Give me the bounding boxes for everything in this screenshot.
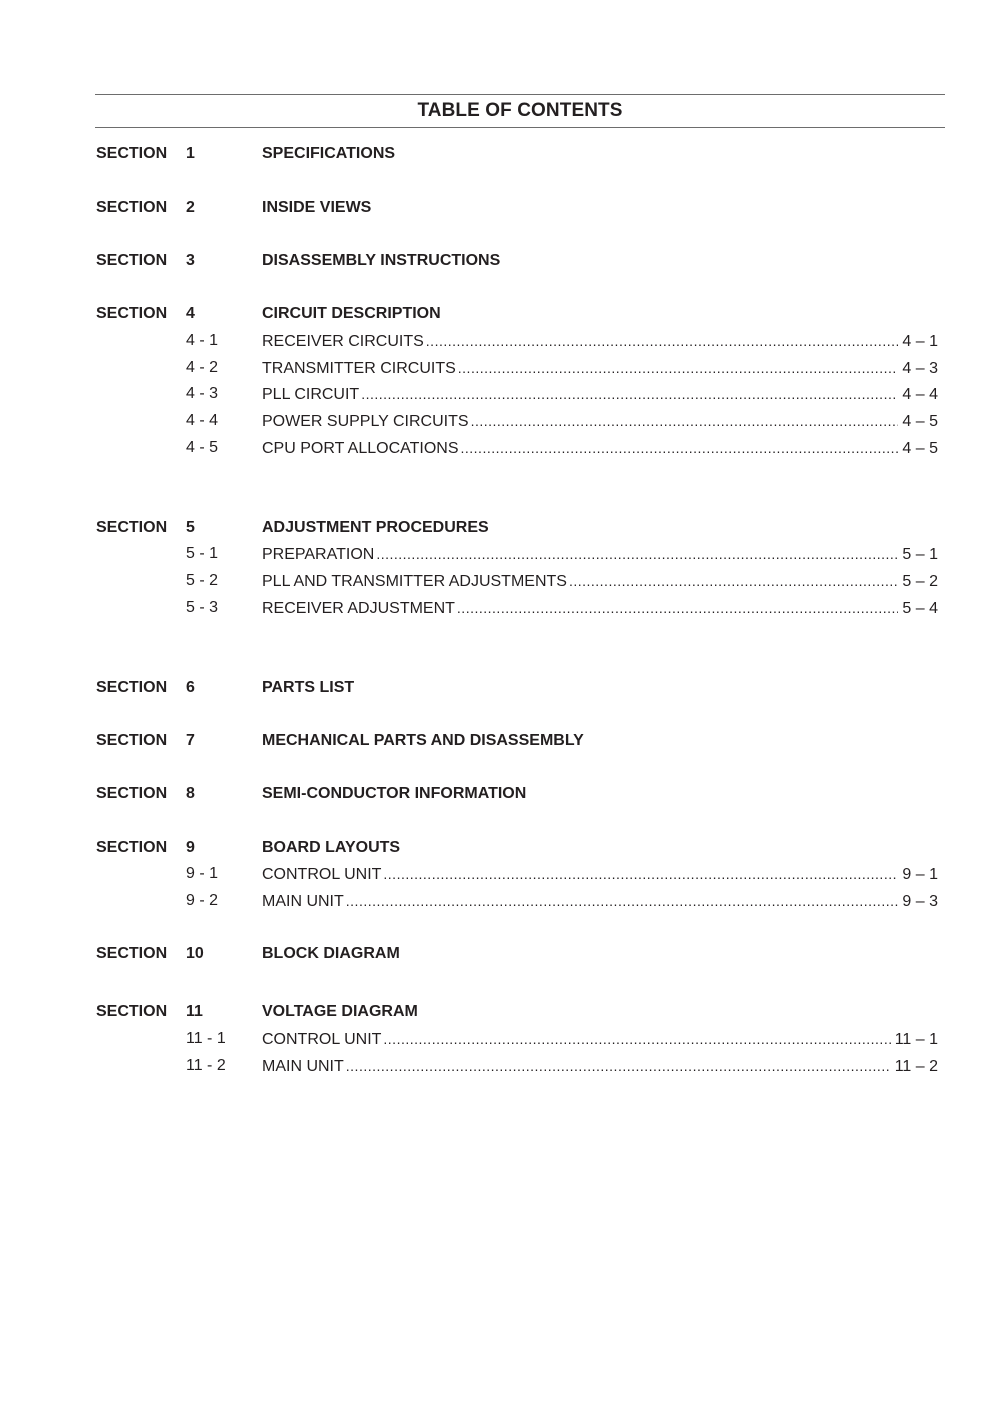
entry-title: MAIN UNIT	[262, 1058, 344, 1075]
leader-dots	[457, 597, 898, 619]
entry-line	[262, 330, 938, 353]
entry-line	[262, 890, 938, 913]
entry-line	[262, 597, 938, 620]
entry-number: 5 - 3	[186, 599, 219, 616]
entry-page: 5 – 4	[902, 600, 938, 617]
toc-entry[interactable]	[0, 1028, 992, 1050]
toc-entry[interactable]	[0, 330, 992, 352]
section-label: SECTION	[96, 145, 168, 162]
entry-line	[262, 1055, 938, 1078]
entry-line	[262, 863, 938, 886]
section-title[interactable]: BOARD LAYOUTS	[262, 839, 401, 856]
toc-entry[interactable]	[0, 597, 992, 619]
entry-title: PREPARATION	[262, 546, 375, 563]
section-row	[0, 303, 992, 325]
section-number: 3	[186, 252, 195, 269]
entry-page: 4 – 3	[902, 360, 938, 377]
toc-entry[interactable]	[0, 1055, 992, 1077]
section-row	[0, 783, 992, 805]
entry-number: 9 - 2	[186, 892, 219, 909]
toc-entry[interactable]	[0, 437, 992, 459]
entry-page: 11 – 1	[894, 1031, 938, 1048]
section-row	[0, 517, 992, 539]
toc-entry[interactable]	[0, 863, 992, 885]
section-row	[0, 197, 992, 219]
toc-entry[interactable]	[0, 357, 992, 379]
leader-dots	[383, 863, 898, 885]
entry-page: 9 – 3	[902, 893, 938, 910]
section-label: SECTION	[96, 679, 168, 696]
section-label: SECTION	[96, 785, 168, 802]
entry-page: 4 – 5	[902, 440, 938, 457]
section-label: SECTION	[96, 519, 168, 536]
entry-line	[262, 1028, 938, 1051]
entry-page: 11 – 2	[894, 1058, 938, 1075]
leader-dots	[461, 437, 899, 459]
entry-line	[262, 357, 938, 380]
section-row	[0, 143, 992, 165]
entry-title: CONTROL UNIT	[262, 1031, 382, 1048]
entry-title: PLL AND TRANSMITTER ADJUSTMENTS	[262, 573, 567, 590]
section-number: 6	[186, 679, 195, 696]
section-number: 9	[186, 839, 195, 856]
toc-entry[interactable]	[0, 570, 992, 592]
toc-header	[95, 94, 945, 128]
entry-title: RECEIVER CIRCUITS	[262, 333, 424, 350]
toc-entry[interactable]	[0, 383, 992, 405]
toc-entry[interactable]	[0, 410, 992, 432]
toc-entry[interactable]	[0, 890, 992, 912]
leader-dots	[376, 543, 898, 565]
leader-dots	[346, 890, 899, 912]
section-label: SECTION	[96, 839, 168, 856]
section-row	[0, 1001, 992, 1023]
section-title[interactable]: SPECIFICATIONS	[262, 145, 396, 162]
entry-number: 4 - 2	[186, 359, 219, 376]
section-title[interactable]: DISASSEMBLY INSTRUCTIONS	[262, 252, 501, 269]
entry-page: 5 – 2	[902, 573, 938, 590]
section-title[interactable]: ADJUSTMENT PROCEDURES	[262, 519, 489, 536]
section-row	[0, 837, 992, 859]
leader-dots	[426, 330, 899, 352]
entry-line	[262, 570, 938, 593]
leader-dots	[346, 1055, 891, 1077]
section-row	[0, 730, 992, 752]
section-title[interactable]: SEMI-CONDUCTOR INFORMATION	[262, 785, 527, 802]
entry-number: 4 - 4	[186, 412, 219, 429]
leader-dots	[361, 383, 898, 405]
section-label: SECTION	[96, 199, 168, 216]
entry-number: 11 - 2	[186, 1057, 226, 1074]
leader-dots	[471, 410, 899, 432]
entry-title: PLL CIRCUIT	[262, 386, 360, 403]
toc-entry[interactable]	[0, 543, 992, 565]
leader-dots	[569, 570, 898, 592]
section-number: 7	[186, 732, 195, 749]
section-title[interactable]: PARTS LIST	[262, 679, 355, 696]
section-label: SECTION	[96, 305, 168, 322]
section-number: 2	[186, 199, 195, 216]
section-title[interactable]: CIRCUIT DESCRIPTION	[262, 305, 441, 322]
entry-number: 4 - 5	[186, 439, 219, 456]
section-row	[0, 943, 992, 965]
section-number: 10	[186, 945, 204, 962]
section-title[interactable]: VOLTAGE DIAGRAM	[262, 1003, 418, 1020]
section-title[interactable]: MECHANICAL PARTS AND DISASSEMBLY	[262, 732, 584, 749]
entry-page: 4 – 1	[902, 333, 938, 350]
section-number: 8	[186, 785, 195, 802]
section-label: SECTION	[96, 1003, 168, 1020]
entry-line	[262, 383, 938, 406]
section-number: 11	[186, 1003, 203, 1020]
section-label: SECTION	[96, 945, 168, 962]
entry-line	[262, 437, 938, 460]
entry-number: 5 - 2	[186, 572, 219, 589]
entry-page: 9 – 1	[902, 866, 938, 883]
leader-dots	[458, 357, 899, 379]
section-row	[0, 250, 992, 272]
entry-line	[262, 410, 938, 433]
section-label: SECTION	[96, 252, 168, 269]
entry-page: 5 – 1	[902, 546, 938, 563]
entry-title: POWER SUPPLY CIRCUITS	[262, 413, 469, 430]
entry-number: 9 - 1	[186, 865, 219, 882]
entry-title: TRANSMITTER CIRCUITS	[262, 360, 456, 377]
entry-number: 5 - 1	[186, 545, 219, 562]
entry-line	[262, 543, 938, 566]
section-number: 5	[186, 519, 195, 536]
entry-number: 11 - 1	[186, 1030, 226, 1047]
entry-number: 4 - 3	[186, 385, 219, 402]
section-number: 1	[186, 145, 195, 162]
section-title[interactable]: BLOCK DIAGRAM	[262, 945, 400, 962]
page-title: TABLE OF CONTENTS	[417, 100, 623, 121]
entry-title: CPU PORT ALLOCATIONS	[262, 440, 459, 457]
leader-dots	[383, 1028, 890, 1050]
section-label: SECTION	[96, 732, 168, 749]
section-row	[0, 677, 992, 699]
entry-title: RECEIVER ADJUSTMENT	[262, 600, 455, 617]
entry-number: 4 - 1	[186, 332, 219, 349]
section-number: 4	[186, 305, 195, 322]
entry-page: 4 – 4	[902, 386, 938, 403]
entry-title: CONTROL UNIT	[262, 866, 382, 883]
entry-title: MAIN UNIT	[262, 893, 344, 910]
entry-page: 4 – 5	[902, 413, 938, 430]
section-title[interactable]: INSIDE VIEWS	[262, 199, 372, 216]
